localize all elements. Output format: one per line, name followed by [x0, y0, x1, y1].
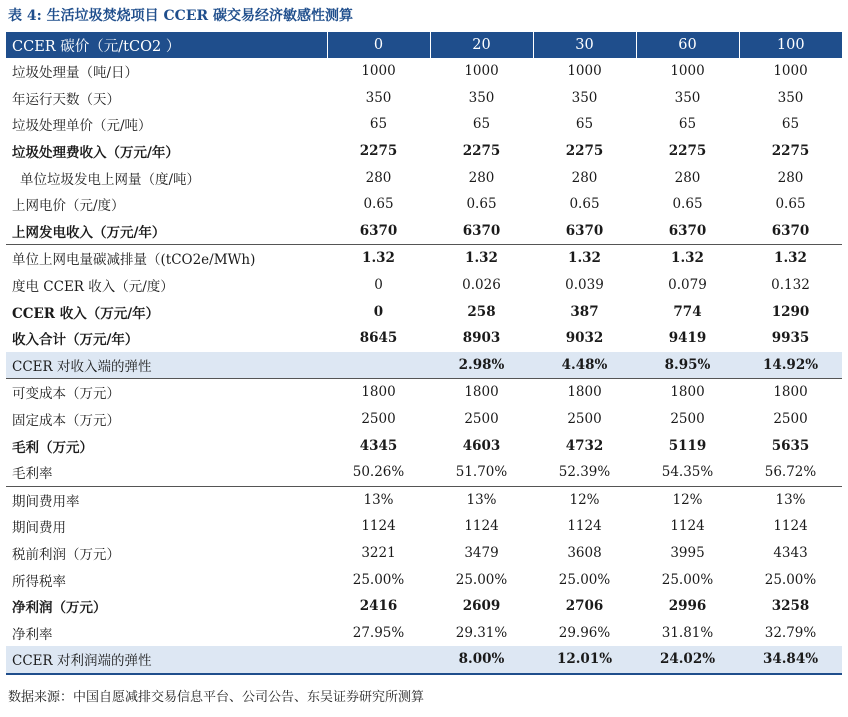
- table-row: [6, 325, 842, 352]
- row-label: 度电 CCER 收入（元/度）: [12, 279, 174, 296]
- row-value: 13%: [466, 491, 497, 508]
- row-label: 期间费用率: [12, 493, 80, 510]
- row-value: 52.39%: [533, 459, 636, 486]
- header-label: CCER 碳价（元/tCO2 ）: [6, 32, 327, 58]
- row-value: 51.70%: [430, 459, 533, 486]
- row-label: 净利率: [12, 626, 53, 643]
- row-value: 1800: [773, 384, 808, 401]
- row-value: 1124: [670, 518, 705, 535]
- table-row: [6, 191, 842, 218]
- sensitivity-table: [6, 32, 842, 675]
- row-value: 25.00%: [558, 571, 611, 588]
- row-value: 9032: [565, 330, 604, 347]
- row-label: 垃圾处理费收入（万元/年）: [12, 145, 179, 162]
- row-value: 1000: [567, 63, 602, 80]
- row-value: 9935: [771, 330, 810, 347]
- row-value: 1.32: [774, 250, 807, 267]
- table-row: [6, 566, 842, 593]
- row-value: 280: [674, 169, 701, 186]
- table-title: 表 4: 生活垃圾焚烧项目 CCER 碳交易经济敏感性测算: [8, 8, 353, 24]
- table-row: [6, 111, 842, 138]
- row-value: 280: [365, 169, 392, 186]
- row-value: 0: [373, 303, 384, 320]
- row-label: 固定成本（万元）: [12, 413, 120, 430]
- row-value: 25.00%: [661, 571, 714, 588]
- row-value: 0.65: [775, 196, 806, 213]
- row-value: 6370: [533, 218, 636, 245]
- header-price: 30: [533, 32, 636, 58]
- row-value: 2706: [565, 598, 604, 615]
- row-value: 2609: [462, 598, 501, 615]
- row-value: 1124: [361, 518, 396, 535]
- row-value: 2416: [359, 598, 398, 615]
- row-label: 垃圾处理单价（元/吨）: [12, 118, 152, 135]
- row-value: 350: [674, 89, 701, 106]
- row-value: 24.02%: [636, 646, 739, 674]
- row-label: 毛利（万元）: [12, 439, 93, 456]
- row-value: 5119: [668, 437, 707, 454]
- row-value: 4603: [462, 437, 501, 454]
- row-value: 3221: [361, 544, 396, 561]
- row-value: 0.65: [569, 196, 600, 213]
- table-row: [6, 245, 842, 272]
- table-row: [6, 379, 842, 406]
- row-label: 年运行天数（天）: [12, 91, 120, 108]
- row-value: 1000: [361, 63, 396, 80]
- row-value: 350: [571, 89, 598, 106]
- source-note: 数据来源：中国自愿减排交易信息平台、公司公告、东吴证券研究所测算: [8, 690, 425, 705]
- row-value: 4345: [359, 437, 398, 454]
- row-value: 280: [571, 169, 598, 186]
- row-label: 期间费用: [12, 520, 66, 537]
- row-value: 2.98%: [430, 352, 533, 379]
- row-value: 2500: [773, 411, 808, 428]
- table-row: [6, 459, 842, 486]
- row-value: 2500: [567, 411, 602, 428]
- header-price: 20: [430, 32, 533, 58]
- row-value: 1124: [567, 518, 602, 535]
- row-value: 2500: [361, 411, 396, 428]
- row-value: 1124: [464, 518, 499, 535]
- row-label: 税前利润（万元）: [12, 546, 120, 563]
- row-value: 9419: [668, 330, 707, 347]
- row-value: 12%: [569, 491, 600, 508]
- row-value: 0.65: [466, 196, 497, 213]
- header-price: 100: [739, 32, 842, 58]
- row-value: 34.84%: [739, 646, 842, 674]
- row-value: 14.92%: [739, 352, 842, 379]
- row-label: 上网发电收入（万元/年）: [6, 218, 327, 245]
- row-value: 25.00%: [764, 571, 817, 588]
- row-value: 6370: [430, 218, 533, 245]
- row-value: [327, 352, 430, 379]
- row-label: 单位上网电量碳减排量（(tCO2e/MWh): [12, 252, 256, 269]
- row-value: 0.132: [771, 277, 810, 294]
- row-value: 387: [570, 303, 599, 320]
- row-value: 0.079: [668, 277, 707, 294]
- row-value: 2500: [670, 411, 705, 428]
- row-value: 280: [468, 169, 495, 186]
- table-row: [6, 138, 842, 165]
- row-label: 所得税率: [12, 573, 66, 590]
- table-row: [6, 540, 842, 567]
- row-value: 29.96%: [558, 624, 611, 641]
- row-value: 6370: [739, 218, 842, 245]
- row-value: 2275: [668, 143, 707, 160]
- row-value: 2275: [771, 143, 810, 160]
- row-label: 上网电价（元/度）: [12, 198, 125, 215]
- row-value: 8903: [462, 330, 501, 347]
- table-header-row: [6, 32, 842, 58]
- table-row: [6, 646, 842, 674]
- header-price: 0: [327, 32, 430, 58]
- row-label: 净利润（万元）: [12, 600, 107, 617]
- row-value: 54.35%: [636, 459, 739, 486]
- table-row: [6, 432, 842, 459]
- table-row: [6, 486, 842, 513]
- row-value: 8.00%: [430, 646, 533, 674]
- row-label: CCER 对收入端的弹性: [6, 352, 327, 379]
- row-value: 350: [468, 89, 495, 106]
- row-value: 2275: [462, 143, 501, 160]
- row-value: 65: [781, 116, 800, 133]
- row-value: 8.95%: [636, 352, 739, 379]
- row-label: CCER 对利润端的弹性: [6, 646, 327, 674]
- row-value: 0.65: [363, 196, 394, 213]
- row-value: 12.01%: [533, 646, 636, 674]
- row-value: 6370: [636, 218, 739, 245]
- table-row: [6, 272, 842, 299]
- row-value: 774: [673, 303, 702, 320]
- row-value: 2275: [359, 143, 398, 160]
- row-label: CCER 收入（万元/年）: [12, 305, 160, 322]
- row-value: 2275: [565, 143, 604, 160]
- row-value: 0: [374, 277, 383, 294]
- row-value: 4732: [565, 437, 604, 454]
- row-value: 13%: [363, 491, 394, 508]
- row-value: 65: [369, 116, 388, 133]
- row-label: 单位垃圾发电上网量（度/吨）: [20, 171, 201, 188]
- row-value: 3995: [670, 544, 705, 561]
- row-value: 56.72%: [739, 459, 842, 486]
- table-row: [6, 352, 842, 379]
- row-value: 50.26%: [327, 459, 430, 486]
- row-value: 0.65: [672, 196, 703, 213]
- row-value: 4343: [773, 544, 808, 561]
- row-value: 1290: [771, 303, 810, 320]
- row-value: 29.31%: [455, 624, 508, 641]
- row-value: [327, 646, 430, 674]
- row-value: 5635: [771, 437, 810, 454]
- row-value: 3479: [464, 544, 499, 561]
- table-row: [6, 164, 842, 191]
- row-value: 1.32: [671, 250, 704, 267]
- table-row: [6, 298, 842, 325]
- row-value: 1000: [773, 63, 808, 80]
- header-price: 60: [636, 32, 739, 58]
- row-value: 65: [472, 116, 491, 133]
- row-value: 1.32: [465, 250, 498, 267]
- row-value: 280: [777, 169, 804, 186]
- row-value: 350: [365, 89, 392, 106]
- row-value: 1124: [773, 518, 808, 535]
- table-row: [6, 218, 842, 245]
- row-value: 1.32: [568, 250, 601, 267]
- row-value: 27.95%: [352, 624, 405, 641]
- table-row: [6, 593, 842, 620]
- row-value: 0.039: [565, 277, 604, 294]
- row-value: 1800: [670, 384, 705, 401]
- table-row: [6, 619, 842, 646]
- row-value: 6370: [327, 218, 430, 245]
- row-label: 垃圾处理量（吨/日）: [12, 65, 139, 82]
- row-value: 3608: [567, 544, 602, 561]
- row-value: 1000: [670, 63, 705, 80]
- table-row: [6, 85, 842, 112]
- row-label: 可变成本（万元）: [12, 386, 120, 403]
- row-value: 8645: [359, 330, 398, 347]
- row-value: 25.00%: [352, 571, 405, 588]
- row-value: 65: [575, 116, 594, 133]
- row-value: 1000: [464, 63, 499, 80]
- row-value: 0.026: [462, 277, 501, 294]
- row-value: 1800: [567, 384, 602, 401]
- row-value: 350: [777, 89, 804, 106]
- row-value: 1800: [464, 384, 499, 401]
- table-row: [6, 58, 842, 85]
- row-label: 收入合计（万元/年）: [12, 332, 139, 349]
- table-row: [6, 406, 842, 433]
- row-value: 65: [678, 116, 697, 133]
- table-row: [6, 513, 842, 540]
- row-value: 12%: [672, 491, 703, 508]
- row-value: 1.32: [362, 250, 395, 267]
- row-value: 13%: [775, 491, 806, 508]
- row-label: 毛利率: [6, 459, 327, 486]
- row-value: 31.81%: [661, 624, 714, 641]
- row-value: 2500: [464, 411, 499, 428]
- row-value: 3258: [771, 598, 810, 615]
- row-value: 1800: [361, 384, 396, 401]
- row-value: 32.79%: [764, 624, 817, 641]
- row-value: 258: [467, 303, 496, 320]
- row-value: 25.00%: [455, 571, 508, 588]
- row-value: 4.48%: [533, 352, 636, 379]
- row-value: 2996: [668, 598, 707, 615]
